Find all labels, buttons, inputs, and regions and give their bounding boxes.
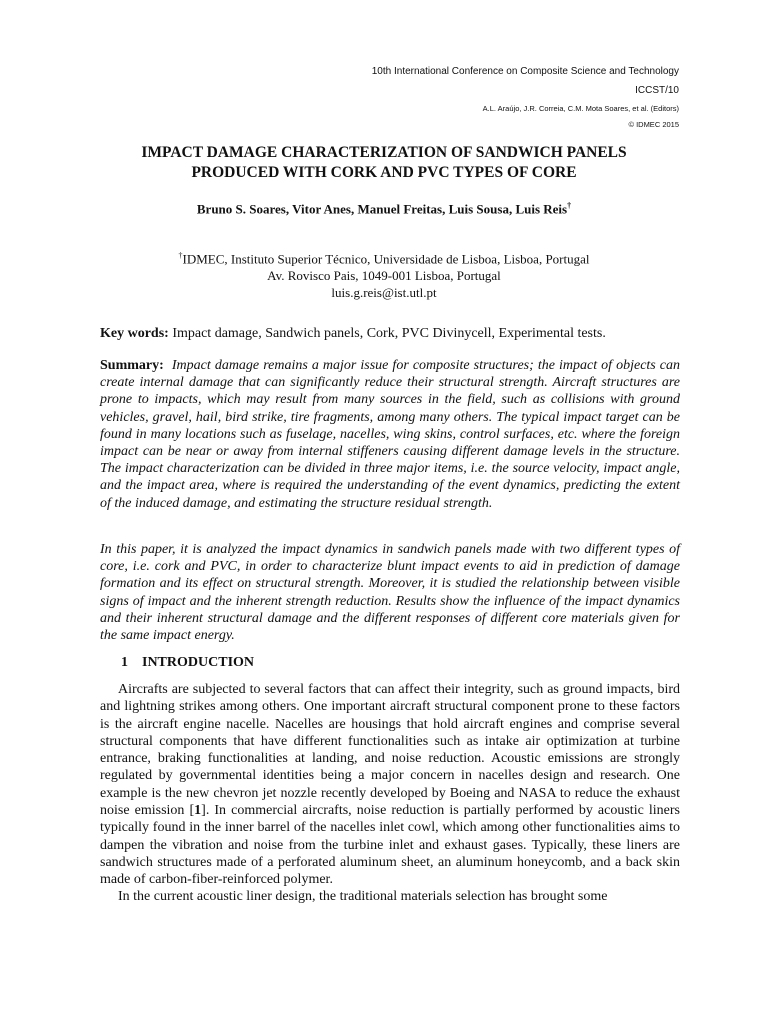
- section-number: 1: [121, 655, 128, 670]
- copyright-line: © IDMEC 2015: [628, 120, 679, 129]
- author-list: [88, 201, 680, 217]
- intro-text-c: In the current acoustic liner design, the traditional materials selection has brought some: [118, 889, 608, 904]
- keywords-text: Impact damage, Sandwich panels, Cork, PVC Divinycell, Experimental tests.: [172, 326, 606, 341]
- summary-label: Summary:: [100, 358, 164, 373]
- affiliation-address: Av. Rovisco Pais, 1049-001 Lisboa, Portugal: [267, 268, 501, 284]
- title-line-1: IMPACT DAMAGE CHARACTERIZATION OF SANDWICH PANELS: [141, 144, 627, 161]
- keywords: [100, 326, 680, 342]
- summary-paragraph-2: In this paper, it is analyzed the impact dynamics in sandwich panels made with two different types of core, i.e. cork and PVC, in order to characterize blunt impact events to aid in prediction of damage formation and its effect on structural strength. Moreover, it is studied the relationship between visible signs of impact and the inherent strength reduction. Results show the influence of the impact dynamics and their inherent structural damage and the different responses of different core materials given for the same impact energy.: [100, 542, 680, 644]
- summary-text: Impact damage remains a major issue for composite structures; the impact of objects can create internal damage that can significantly reduce their structural strength. Aircraft structures are prone to impacts, which may result from many sources in the field, such as collisions with ground vehicles, gravel, hail, bird strike, tire fragments, among many others. The typical impact target can be found in many locations such as fuselage, nacelles, wing skins, control surfaces, etc. where the foreign impact can be near or away from internal stiffeners causing different damage levels in the structure. The impact characterization can be divided in three major items, i.e. the source velocity, impact angle, and the impact area, where is required the understanding of the event dynamics, predicting the extent of the induced damage, and estimating the structure residual strength.: [100, 358, 681, 511]
- affiliation-institution: IDMEC, Instituto Superior Técnico, Universidade de Lisboa, Lisboa, Portugal: [182, 251, 590, 267]
- keywords-label: Key words:: [100, 326, 169, 341]
- intro-text-a: Aircrafts are subjected to several factors that can affect their integrity, such as ground impacts, bird and lightning strikes among others. One important aircraft structural component prone to these factors is the aircraft engine nacelle. Nacelles are housings that hold aircraft engines and comprise several structural components that have different functionalities such as intake air optimization at turbine entrance, braking functionalities at landing, and noise reduction. Acoustic emissions are strongly regulated by governmental identities being a major concern in nacelles design and research. One example is the new chevron jet nozzle recently developed by Boeing and NASA to reduce the exhaust noise emission [: [100, 682, 680, 819]
- introduction-paragraph-1: [100, 681, 680, 889]
- introduction-paragraph-2: [100, 888, 680, 905]
- author-mark: †: [567, 201, 572, 210]
- editors-line: A.L. Araújo, J.R. Correia, C.M. Mota Soares, et al. (Editors): [482, 104, 679, 113]
- intro-text-b: ]. In commercial aircrafts, noise reduction is partially performed by acoustic liners typically found in the inner barrel of the nacelles inlet cowl, which among other functionalities aims to dampen the vibration and noise from the turbine inlet and exhaust gases. Typically, these liners are sandwich structures made of a perforated aluminum sheet, an aluminum honeycomb, and a back skin made of carbon-fiber-reinforced polymer.: [100, 803, 680, 888]
- conference-name: 10th International Conference on Composite Science and Technology: [371, 66, 679, 77]
- reference-number: 1: [194, 803, 202, 819]
- author-names: Bruno S. Soares, Vitor Anes, Manuel Freitas, Luis Sousa, Luis Reis: [196, 201, 568, 217]
- affiliation: [88, 247, 680, 301]
- section-heading: [121, 655, 268, 671]
- title-line-2: PRODUCED WITH CORK AND PVC TYPES OF CORE: [191, 164, 577, 181]
- affiliation-mark: †: [178, 251, 183, 260]
- summary-paragraph: [100, 357, 680, 512]
- conference-code: ICCST/10: [635, 85, 679, 96]
- section-title: INTRODUCTION: [142, 655, 255, 670]
- paper-title: [88, 143, 680, 183]
- affiliation-email: luis.g.reis@ist.utl.pt: [331, 285, 437, 301]
